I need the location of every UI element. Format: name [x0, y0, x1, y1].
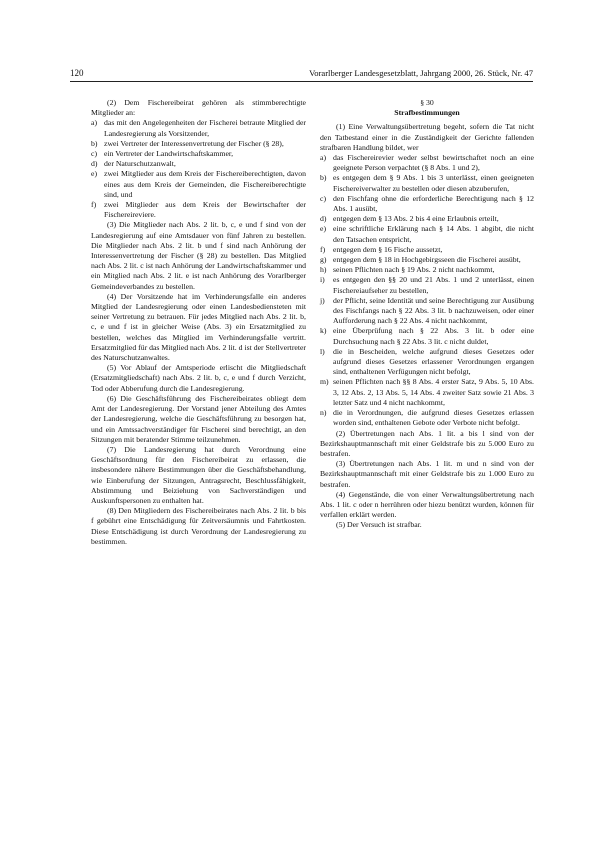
paragraph-5: (5) Der Versuch ist strafbar.: [336, 520, 422, 530]
list-item: [320, 194, 534, 214]
list-item-label: g): [320, 255, 327, 265]
list-item-text: eine schriftliche Erklärung nach § 14 Abs. 1 abgibt, die nicht den Tatsachen entspricht,: [333, 224, 534, 244]
list-item: [91, 169, 306, 200]
paragraph-2: (2) Übertretungen nach Abs. 1 lit. a bis l sind von der Bezirkshauptmannschaft mit einer Geldstrafe bis zu 5.000 Euro zu bestrafen.: [320, 428, 534, 458]
paragraph-8: (8) Den Mitgliedern des Fischereibeirates nach Abs. 2 lit. b bis f gebührt eine Entschädigung für Zeitversäumnis und Fahrtkosten. Diese Entschädigung ist durch Verordnung der Landesregierung zu bestimmen.: [91, 506, 306, 546]
right-column: [320, 98, 534, 531]
member-list: [91, 118, 306, 220]
list-item-text: der Naturschutzanwalt,: [104, 159, 176, 169]
paragraph-4: (4) Gegenstände, die von einer Verwaltungsübertretung nach Abs. 1 lit. c oder n herrühren oder hiezu benützt wurden, können für verfallen erklärt werden.: [320, 489, 534, 520]
list-item-label: c): [320, 193, 327, 203]
list-item: [91, 149, 306, 159]
list-item: [320, 377, 534, 408]
list-item: [320, 214, 534, 224]
section-title: Strafbestimmungen: [394, 108, 460, 118]
list-item-label: f): [320, 244, 326, 254]
list-item-label: e): [91, 169, 98, 179]
list-item-text: seinen Pflichten nach §§ 8 Abs. 4 erster Satz, 9 Abs. 5, 10 Abs. 3, 12 Abs. 2, 13 Abs. 5, 14 Abs. 4 zweiter Satz sowie 21 Abs. 3 letzter Satz und 4 nicht nachkommt,: [333, 377, 534, 407]
list-item: [320, 255, 534, 265]
list-item-text: die in Verordnungen, die aufgrund dieses Gesetzes erlassen worden sind, enthaltenen Gebote oder Verbote nicht befolgt.: [333, 408, 534, 428]
page-number: 120: [70, 68, 84, 78]
list-item-label: d): [91, 159, 98, 169]
list-item: [91, 118, 306, 138]
list-item-label: j): [320, 295, 325, 305]
paragraph-3: (3) Die Mitglieder nach Abs. 2 lit. b, c, e und f sind von der Landesregierung auf eine Amtsdauer von fünf Jahren zu bestellen. Die Mitglieder nach Abs. 2 lit. b und f sind nach Anhörung der Interessenvertretung der Fischer (§ 28) zu bestellen. Das Mitglied nach Abs. 2 lit. c ist nach Anhörung der Landwirtschaftskammer und ein Mitglied nach Abs. 2 lit. e ist nach Anhörung des Vorarlberger Gemeindeverbandes zu bestellen.: [91, 220, 306, 291]
list-item-label: k): [320, 326, 327, 336]
left-column: [91, 98, 306, 547]
list-item-text: zwei Mitglieder aus dem Kreis der Fischereiberechtigten, davon eines aus dem Kreis der Gemeinden, die Fischereiberechtigte sind, und: [104, 169, 306, 199]
list-item-label: e): [320, 224, 327, 234]
page-header: [70, 68, 533, 82]
list-item: [320, 296, 534, 327]
list-item-text: den Fischfang ohne die erforderliche Berechtigung nach § 12 Abs. 1 ausübt,: [333, 193, 534, 214]
list-item-text: die in Bescheiden, welche aufgrund dieses Gesetzes oder aufgrund dieses Gesetzes erlassener Verordnungen ergangen sind, enthaltenen Verfügungen nicht befolgt,: [333, 346, 534, 377]
list-item: [320, 153, 534, 173]
paragraph-2-intro: (2) Dem Fischereibeirat gehören als stimmberechtigte Mitglieder an:: [91, 98, 306, 118]
list-item: [320, 326, 534, 346]
list-item-text: das Fischereirevier weder selbst bewirtschaftet noch an eine geeignete Person verpachtet (§ 8 Abs. 1 und 2),: [333, 153, 534, 173]
paragraph-5: (5) Vor Ablauf der Amtsperiode erlischt die Mitgliedschaft (Ersatzmitgliedschaft) nach Abs. 2 lit. b, c, e und f durch Verzicht, Tod oder Abberufung durch die Landesregierung.: [91, 363, 306, 393]
list-item-label: a): [91, 118, 98, 128]
running-title: Vorarlberger Landesgesetzblatt, Jahrgang 2000, 26. Stück, Nr. 47: [309, 68, 533, 78]
paragraph-4: (4) Der Vorsitzende hat im Verhinderungsfalle ein anderes Mitglied der Landesregierung oder einen Landesbediensteten mit seiner Vertretung zu betrauen. Für jedes Mitglied nach Abs. 2 lit. b, c, e und f ist in gleicher Weise (Abs. 3) ein Ersatzmitglied zu bestellen, welches das Mitglied im Verhinderungsfalle vertritt. Ersatzmitglied für das Mitglied nach Abs. 2 lit. d ist der Stellvertreter des Naturschutzanwaltes.: [91, 291, 307, 363]
list-item-label: n): [320, 408, 327, 418]
list-item-label: b): [320, 173, 327, 183]
list-item-text: ein Vertreter der Landwirtschaftskammer,: [104, 149, 234, 159]
list-item: [320, 408, 534, 428]
list-item-label: a): [320, 153, 327, 163]
offence-list: [320, 153, 534, 428]
list-item-text: eine Überprüfung nach § 22 Abs. 3 lit. b oder eine Durchsuchung nach § 22 Abs. 3 lit. c nicht duldet,: [333, 326, 534, 346]
list-item: [320, 347, 534, 378]
list-item-text: zwei Vertreter der Interessenvertretung der Fischer (§ 28),: [104, 138, 284, 148]
list-item-text: es entgegen den §§ 20 und 21 Abs. 1 und 2 unterlässt, einen Fischereiaufseher zu bestellen,: [333, 275, 534, 295]
list-item: [320, 173, 534, 193]
list-item-label: d): [320, 214, 327, 224]
list-item-text: entgegen dem § 13 Abs. 2 bis 4 eine Erlaubnis erteilt,: [333, 214, 499, 224]
list-item-label: m): [320, 377, 329, 387]
list-item: [320, 265, 534, 275]
paragraph-7: (7) Die Landesregierung hat durch Verordnung eine Geschäftsordnung für den Fischereibeirat zu erlassen, die insbesondere nähere Bestimmungen über die Geschäftsbehandlung, wie Einberufung der Sitzungen, Antragsrecht, Beschlussfähigkeit, Abstimmung und Beiziehung von Sachverständigen und Auskunftspersonen zu enthalten hat.: [91, 444, 306, 505]
paragraph-1-intro: (1) Eine Verwaltungsübertretung begeht, sofern die Tat nicht den Tatbestand einer in die Zuständigkeit der Gerichte fallenden strafbaren Handlung bildet, wer: [320, 122, 534, 152]
list-item: [91, 200, 306, 220]
list-item: [91, 139, 306, 149]
list-item-label: c): [91, 149, 98, 159]
list-item-label: h): [320, 265, 327, 275]
list-item-label: l): [320, 346, 325, 356]
list-item-text: seinen Pflichten nach § 19 Abs. 2 nicht nachkommt,: [333, 265, 495, 275]
list-item: [91, 159, 306, 169]
paragraph-3: (3) Übertretungen nach Abs. 1 lit. m und n sind von der Bezirkshauptmannschaft mit einer Geldstrafe bis zu 1.000 Euro zu bestrafen.: [320, 459, 534, 489]
section-number: § 30: [420, 98, 434, 107]
list-item: [320, 224, 534, 244]
list-item-text: es entgegen dem § 9 Abs. 1 bis 3 unterlässt, einen geeigneten Fischereiverwalter zu bestellen oder diesen abzuberufen,: [333, 173, 534, 193]
list-item-text: der Pflicht, seine Identität und seine Berechtigung zur Ausübung des Fischfangs nach § 22 Abs. 3 lit. b nachzuweisen, oder einer Aufforderung nach § 22 Abs. 4 nicht nachkommt,: [333, 295, 534, 326]
list-item-text: zwei Mitglieder aus dem Kreis der Bewirtschafter der Fischereireviere.: [104, 200, 306, 220]
list-item-text: das mit den Angelegenheiten der Fischerei betraute Mitglied der Landesregierung als Vorsitzender,: [104, 118, 306, 138]
list-item: [320, 275, 534, 295]
list-item-label: f): [91, 200, 97, 210]
list-item: [320, 245, 534, 255]
list-item-label: i): [320, 275, 325, 285]
paragraph-6: (6) Die Geschäftsführung des Fischereibeirates obliegt dem Amt der Landesregierung. Der Vorstand jener Abteilung des Amtes der Landesregierung, welche die Geschäftsführung zu besorgen hat, und ein Amtssachverständiger für Fischerei sind berechtigt, an den Sitzungen mit beratender Stimme teilzunehmen.: [91, 393, 306, 444]
list-item-label: b): [91, 138, 98, 148]
list-item-text: entgegen dem § 16 Fische aussetzt,: [333, 244, 443, 254]
list-item-text: entgegen dem § 18 in Hochgebirgsseen die Fischerei ausübt,: [333, 255, 521, 265]
